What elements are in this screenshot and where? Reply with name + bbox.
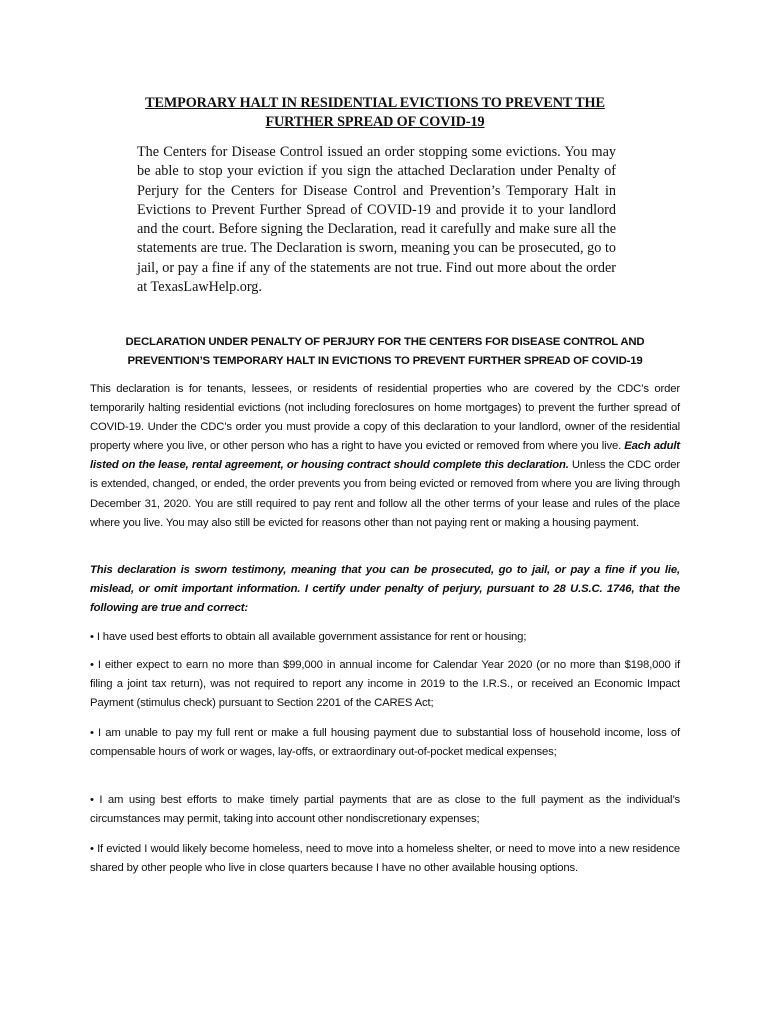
- document-title: [120, 94, 630, 132]
- bullet-text: I either expect to earn no more than $99,000 in annual income for Calendar Year 2020 (or no more than $198,000 if filing a joint tax return), was not required to report any income in 2019 to the I.R.S., or received an Economic Impact Payment (stimulus check) pursuant to Section 2201 of the CARES Act;: [90, 659, 680, 710]
- title-line-1: TEMPORARY HALT IN RESIDENTIAL EVICTIONS TO PREVENT THE: [145, 95, 605, 111]
- declaration-heading-line-1: DECLARATION UNDER PENALTY OF PERJURY FOR THE CENTERS FOR DISEASE CONTROL AND: [125, 336, 645, 348]
- bullet-icon: •: [90, 631, 94, 643]
- bullet-text: I have used best efforts to obtain all available government assistance for rent or housing;: [96, 631, 527, 643]
- intro-paragraph: The Centers for Disease Control issued an order stopping some evictions. You may be able to stop your eviction if you sign the attached Declaration under Penalty of Perjury for the Centers for Disease Control and Prevention’s Temporary Halt in Evictions to Prevent Further Spread of COVID-19 and provide it to your landlord and the court. Before signing the Declaration, read it carefully and make sure all the statements are true. The Declaration is sworn, meaning you can be prosecuted, go to jail, or pay a fine if any of the statements are not true. Find out more about the order at TexasLawHelp.org.: [137, 144, 616, 296]
- bullet-text: I am using best efforts to make timely partial payments that are as close to the full payment as the individual’s circumstances may permit, taking into account other nondiscretionary expenses;: [90, 794, 680, 826]
- sworn-statement-paragraph: This declaration is sworn testimony, meaning that you can be prosecuted, go to jail, or pay a fine if you lie, mislead, or omit important information. I certify under penalty of perjury, pursuant to 28 U.S.C. 1746, that the following are true and correct:: [90, 564, 680, 615]
- purpose-text-part-1: This declaration is for tenants, lessees, or residents of residential properties who are covered by the CDC’s order temporarily halting residential evictions (not including foreclosures on home mortgages) to prevent the further spread of COVID-19. Under the CDC’s order you must provide a copy of this declaration to your landlord, owner of the residential property where you live, or other person who has a right to have you evicted or removed from where you live.: [90, 383, 680, 453]
- declaration-purpose-paragraph: [90, 380, 680, 533]
- bullet-item: [90, 791, 680, 829]
- declaration-heading-line-2: PREVENTION’S TEMPORARY HALT IN EVICTIONS TO PREVENT FURTHER SPREAD OF COVID-19: [127, 355, 643, 367]
- bullet-item: [90, 628, 680, 647]
- declaration-heading: [88, 333, 682, 371]
- bullet-icon: •: [90, 794, 94, 806]
- bullet-text: If evicted I would likely become homeless, need to move into a homeless shelter, or need to move into a new residence shared by other people who live in close quarters because I have no other available housing options.: [90, 843, 680, 875]
- bullet-icon: •: [90, 727, 94, 739]
- bullet-item: [90, 724, 680, 762]
- title-line-2: FURTHER SPREAD OF COVID-19: [265, 114, 485, 130]
- bullet-item: [90, 840, 680, 878]
- bullet-icon: •: [90, 659, 94, 671]
- purpose-emphasis-text: Each adult listed on the lease, rental agreement, or housing contract should complete this declaration.: [90, 440, 681, 472]
- bullet-text: I am unable to pay my full rent or make a full housing payment due to substantial loss of household income, loss of compensable hours of work or wages, lay-offs, or extraordinary out-of-pocket medical expenses;: [90, 727, 680, 759]
- purpose-text-part-2: Unless the CDC order is extended, changed, or ended, the order prevents you from being evicted or removed from where you are living through December 31, 2020. You are still required to pay rent and follow all the other terms of your lease and rules of the place where you live. You may also still be evicted for reasons other than not paying rent or making a housing payment.: [90, 459, 680, 529]
- bullet-item: [90, 656, 680, 713]
- bullet-icon: •: [90, 843, 94, 855]
